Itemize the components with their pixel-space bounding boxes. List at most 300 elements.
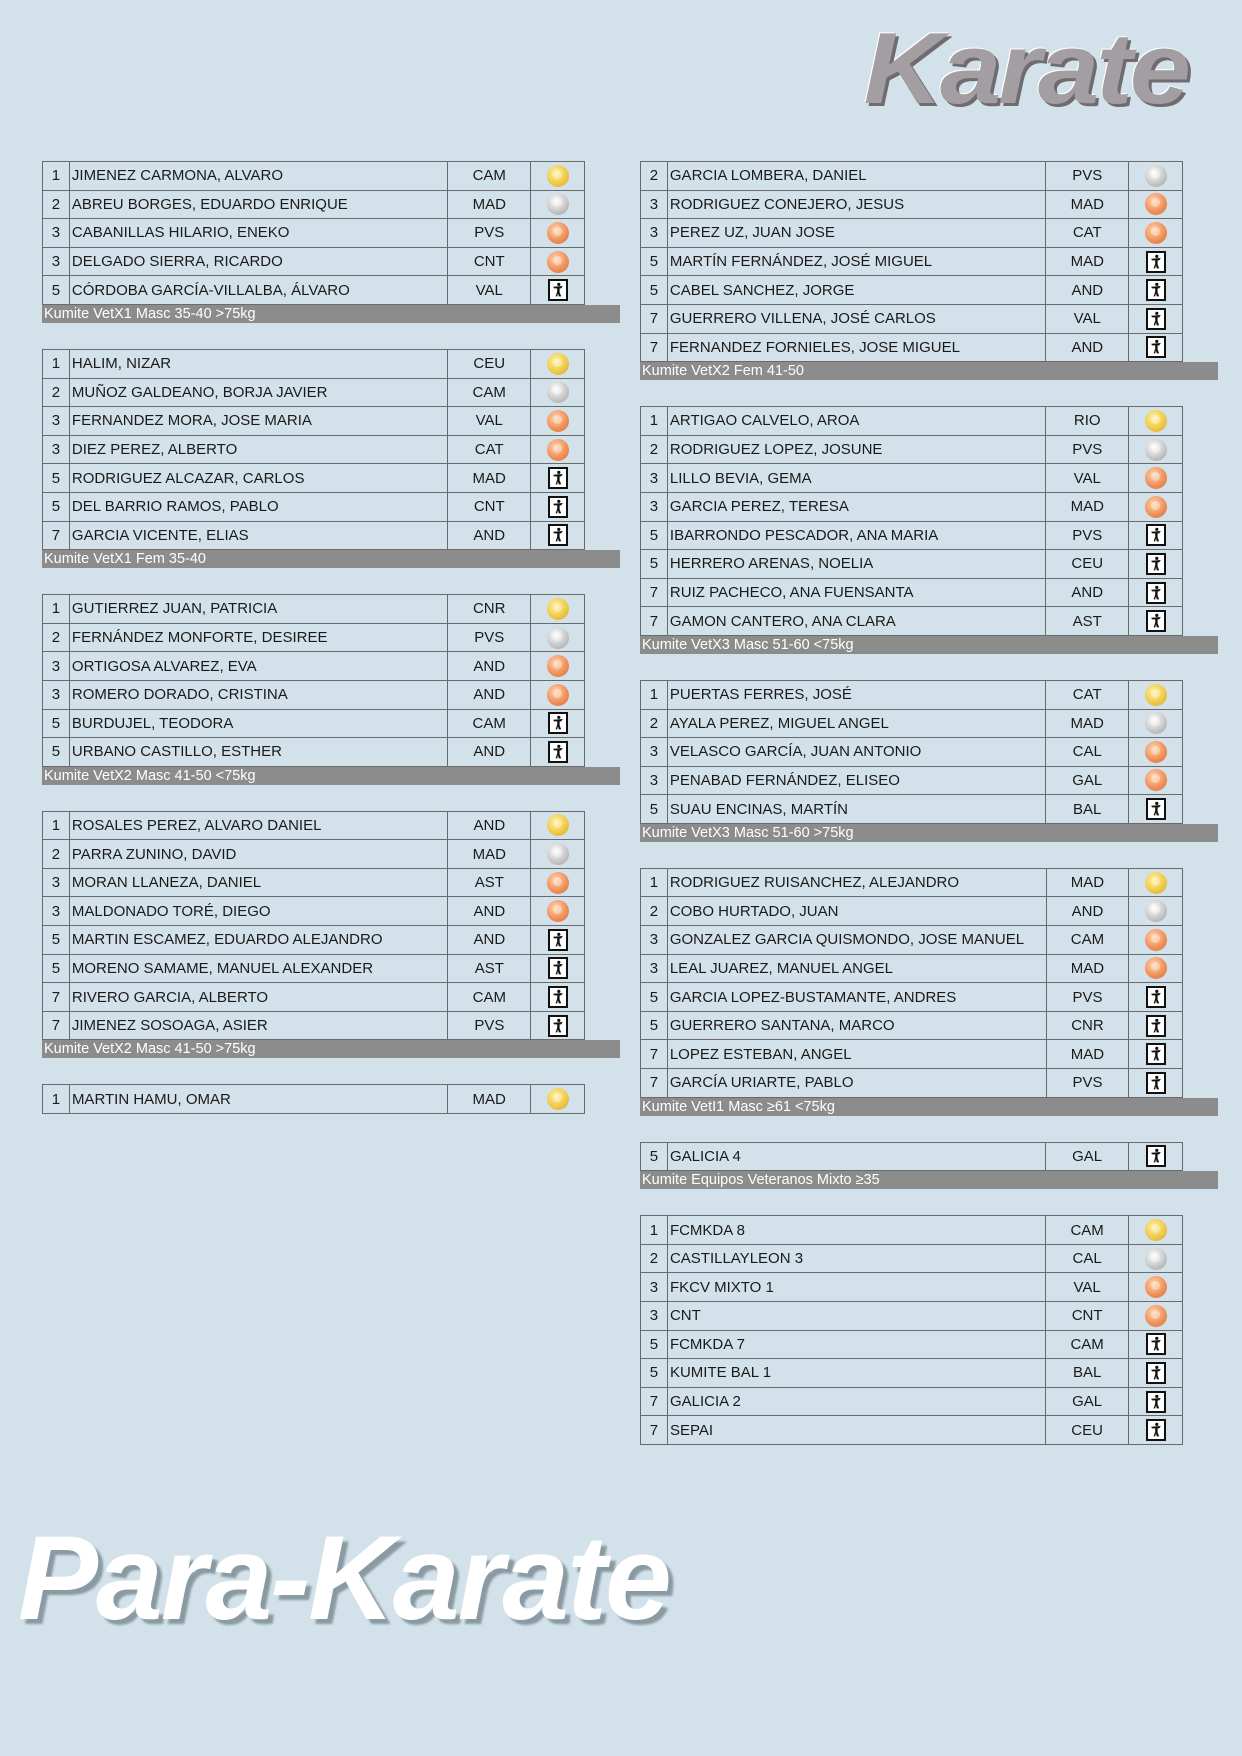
- name-cell: GALICIA 4: [667, 1142, 1045, 1171]
- name-cell: GUTIERREZ JUAN, PATRICIA: [69, 595, 447, 624]
- medal-cell: [1129, 1359, 1183, 1388]
- name-cell: FERNANDEZ MORA, JOSE MARIA: [69, 407, 447, 436]
- name-cell: MALDONADO TORÉ, DIEGO: [69, 897, 448, 926]
- name-cell: FCMKDA 8: [667, 1216, 1045, 1245]
- category-label: Kumite VetX1 Masc 35-40 >75kg: [42, 305, 620, 323]
- karate-fighter-icon: [1146, 1333, 1166, 1355]
- name-cell: RODRIGUEZ CONEJERO, JESUS: [667, 190, 1046, 219]
- place-cell: 5: [43, 926, 70, 955]
- bronze-medal-icon: [547, 655, 569, 677]
- silver-medal-icon: [547, 381, 569, 403]
- team-cell: GAL: [1046, 1142, 1129, 1171]
- name-cell: RODRIGUEZ ALCAZAR, CARLOS: [69, 464, 447, 493]
- name-cell: GARCÍA URIARTE, PABLO: [667, 1069, 1046, 1098]
- team-cell: AST: [448, 954, 531, 983]
- place-cell: 3: [43, 247, 70, 276]
- silver-medal-icon: [1145, 439, 1167, 461]
- medal-cell: [531, 897, 585, 926]
- results-table: [640, 680, 1183, 824]
- name-cell: FKCV MIXTO 1: [667, 1273, 1045, 1302]
- medal-cell: [1129, 1387, 1183, 1416]
- bronze-medal-icon: [1145, 1305, 1167, 1327]
- medal-cell: [1129, 1273, 1183, 1302]
- medal-cell: [531, 983, 585, 1012]
- place-cell: 1: [43, 349, 70, 378]
- place-cell: 5: [641, 550, 668, 579]
- table-row: [43, 623, 585, 652]
- bronze-medal-icon: [1145, 222, 1167, 244]
- name-cell: GARCIA LOPEZ-BUSTAMANTE, ANDRES: [667, 983, 1046, 1012]
- medal-cell: [531, 378, 585, 407]
- medal-cell: [1129, 492, 1183, 521]
- karate-fighter-icon: [1146, 986, 1166, 1008]
- karate-fighter-icon: [548, 741, 568, 763]
- team-cell: CAM: [448, 709, 531, 738]
- team-cell: CAT: [448, 435, 531, 464]
- medal-cell: [1129, 1142, 1183, 1171]
- table-row: [43, 926, 585, 955]
- medal-cell: [1129, 304, 1183, 333]
- table-row: [641, 954, 1183, 983]
- table-row: [641, 1216, 1183, 1245]
- medal-cell: [1129, 1011, 1183, 1040]
- place-cell: 3: [43, 680, 70, 709]
- karate-fighter-icon: [1146, 553, 1166, 575]
- table-row: [641, 276, 1183, 305]
- place-cell: 3: [641, 954, 668, 983]
- gold-medal-icon: [547, 1088, 569, 1110]
- silver-medal-icon: [1145, 1248, 1167, 1270]
- team-cell: AND: [448, 521, 531, 550]
- place-cell: 5: [641, 1011, 668, 1040]
- team-cell: CNT: [1046, 1302, 1129, 1331]
- team-cell: PVS: [448, 219, 531, 248]
- table-row: [43, 954, 585, 983]
- karate-fighter-icon: [1146, 308, 1166, 330]
- karate-fighter-icon: [1146, 1145, 1166, 1167]
- gold-medal-icon: [1145, 684, 1167, 706]
- place-cell: 1: [641, 1216, 668, 1245]
- karate-fighter-icon: [548, 279, 568, 301]
- place-cell: 3: [641, 738, 668, 767]
- medal-cell: [531, 709, 585, 738]
- place-cell: 7: [641, 304, 668, 333]
- medal-cell: [1129, 435, 1183, 464]
- name-cell: RIVERO GARCIA, ALBERTO: [69, 983, 448, 1012]
- place-cell: 2: [641, 1244, 668, 1273]
- name-cell: GUERRERO SANTANA, MARCO: [667, 1011, 1046, 1040]
- team-cell: MAD: [1046, 190, 1129, 219]
- team-cell: PVS: [1046, 983, 1129, 1012]
- silver-medal-icon: [547, 193, 569, 215]
- table-row: [641, 190, 1183, 219]
- name-cell: KUMITE BAL 1: [667, 1359, 1045, 1388]
- table-row: [641, 247, 1183, 276]
- table-row: [43, 276, 585, 305]
- name-cell: FERNANDEZ FORNIELES, JOSE MIGUEL: [667, 333, 1046, 362]
- table-row: [641, 1244, 1183, 1273]
- medal-cell: [531, 954, 585, 983]
- karate-fighter-icon: [548, 524, 568, 546]
- category-label: Kumite VetX1 Fem 35-40: [42, 550, 620, 568]
- name-cell: GUERRERO VILLENA, JOSÉ CARLOS: [667, 304, 1046, 333]
- results-table: [640, 1142, 1183, 1172]
- gold-medal-icon: [547, 165, 569, 187]
- medal-cell: [531, 349, 585, 378]
- medal-cell: [1129, 897, 1183, 926]
- name-cell: GARCIA LOMBERA, DANIEL: [667, 162, 1046, 191]
- place-cell: 2: [43, 623, 70, 652]
- table-row: [43, 349, 585, 378]
- team-cell: AND: [448, 811, 531, 840]
- name-cell: GONZALEZ GARCIA QUISMONDO, JOSE MANUEL: [667, 926, 1046, 955]
- place-cell: 1: [43, 595, 70, 624]
- table-row: [43, 897, 585, 926]
- place-cell: 7: [641, 1416, 668, 1445]
- bronze-medal-icon: [547, 439, 569, 461]
- team-cell: AND: [1046, 333, 1129, 362]
- results-table: [640, 1215, 1183, 1445]
- name-cell: FERNÁNDEZ MONFORTE, DESIREE: [69, 623, 447, 652]
- place-cell: 5: [641, 1330, 668, 1359]
- section-title-para-karate: Para-Karate: [18, 1511, 670, 1645]
- table-row: [641, 435, 1183, 464]
- medal-cell: [1129, 795, 1183, 824]
- bronze-medal-icon: [1145, 193, 1167, 215]
- name-cell: URBANO CASTILLO, ESTHER: [69, 738, 447, 767]
- bronze-medal-icon: [1145, 741, 1167, 763]
- karate-fighter-icon: [1146, 1043, 1166, 1065]
- place-cell: 1: [43, 811, 70, 840]
- name-cell: DEL BARRIO RAMOS, PABLO: [69, 492, 447, 521]
- results-table: [42, 811, 585, 1041]
- place-cell: 5: [43, 738, 70, 767]
- karate-fighter-icon: [1146, 279, 1166, 301]
- place-cell: 1: [641, 680, 668, 709]
- medal-cell: [1129, 521, 1183, 550]
- table-row: [641, 1069, 1183, 1098]
- medal-cell: [531, 595, 585, 624]
- place-cell: 5: [43, 954, 70, 983]
- medal-cell: [531, 811, 585, 840]
- table-row: [43, 521, 585, 550]
- gold-medal-icon: [1145, 872, 1167, 894]
- team-cell: AND: [1046, 578, 1129, 607]
- table-row: [641, 983, 1183, 1012]
- team-cell: AND: [448, 897, 531, 926]
- team-cell: AND: [448, 652, 531, 681]
- medal-cell: [531, 190, 585, 219]
- table-row: [641, 1011, 1183, 1040]
- medal-cell: [531, 521, 585, 550]
- place-cell: 3: [43, 435, 70, 464]
- table-row: [641, 1142, 1183, 1171]
- medal-cell: [1129, 868, 1183, 897]
- table-row: [641, 868, 1183, 897]
- team-cell: PVS: [448, 1011, 531, 1040]
- team-cell: VAL: [448, 276, 531, 305]
- karate-fighter-icon: [548, 496, 568, 518]
- name-cell: VELASCO GARCÍA, JUAN ANTONIO: [667, 738, 1045, 767]
- table-row: [641, 680, 1183, 709]
- category-label: Kumite VetX2 Masc 41-50 <75kg: [42, 767, 620, 785]
- place-cell: 3: [43, 868, 70, 897]
- team-cell: CEU: [448, 349, 531, 378]
- results-table: [42, 349, 585, 550]
- table-row: [43, 407, 585, 436]
- category-label: Kumite VetX2 Fem 41-50: [640, 362, 1218, 380]
- karate-fighter-icon: [1146, 582, 1166, 604]
- medal-cell: [531, 868, 585, 897]
- place-cell: 3: [43, 652, 70, 681]
- place-cell: 3: [641, 464, 668, 493]
- name-cell: HERRERO ARENAS, NOELIA: [667, 550, 1045, 579]
- team-cell: MAD: [1046, 1040, 1129, 1069]
- medal-cell: [1129, 1330, 1183, 1359]
- table-row: [641, 1387, 1183, 1416]
- medal-cell: [531, 247, 585, 276]
- table-row: [641, 738, 1183, 767]
- name-cell: BURDUJEL, TEODORA: [69, 709, 447, 738]
- team-cell: PVS: [448, 623, 531, 652]
- medal-cell: [1129, 1244, 1183, 1273]
- team-cell: CAT: [1046, 219, 1129, 248]
- team-cell: MAD: [1046, 868, 1129, 897]
- place-cell: 1: [43, 162, 70, 191]
- karate-fighter-icon: [1146, 1015, 1166, 1037]
- place-cell: 7: [641, 607, 668, 636]
- team-cell: CNR: [1046, 1011, 1129, 1040]
- medal-cell: [1129, 333, 1183, 362]
- category-label: Kumite VetI1 Masc ≥61 <75kg: [640, 1098, 1218, 1116]
- category-label: Kumite VetX3 Masc 51-60 <75kg: [640, 636, 1218, 654]
- medal-cell: [531, 219, 585, 248]
- place-cell: 3: [641, 190, 668, 219]
- bronze-medal-icon: [1145, 1276, 1167, 1298]
- karate-fighter-icon: [1146, 1391, 1166, 1413]
- name-cell: ROSALES PEREZ, ALVARO DANIEL: [69, 811, 448, 840]
- place-cell: 3: [641, 1302, 668, 1331]
- place-cell: 3: [641, 219, 668, 248]
- team-cell: CAM: [448, 378, 531, 407]
- name-cell: CNT: [667, 1302, 1045, 1331]
- team-cell: RIO: [1046, 407, 1129, 436]
- team-cell: CNR: [448, 595, 531, 624]
- place-cell: 7: [641, 333, 668, 362]
- team-cell: MAD: [1046, 954, 1129, 983]
- team-cell: CNT: [448, 492, 531, 521]
- team-cell: CAL: [1046, 738, 1129, 767]
- medal-cell: [531, 680, 585, 709]
- table-row: [641, 333, 1183, 362]
- silver-medal-icon: [1145, 165, 1167, 187]
- team-cell: VAL: [1046, 1273, 1129, 1302]
- team-cell: AST: [448, 868, 531, 897]
- name-cell: DIEZ PEREZ, ALBERTO: [69, 435, 447, 464]
- table-row: [43, 219, 585, 248]
- bronze-medal-icon: [547, 410, 569, 432]
- silver-medal-icon: [1145, 900, 1167, 922]
- medal-cell: [1129, 738, 1183, 767]
- place-cell: 5: [641, 521, 668, 550]
- medal-cell: [531, 464, 585, 493]
- table-row: [43, 709, 585, 738]
- name-cell: JIMENEZ SOSOAGA, ASIER: [69, 1011, 448, 1040]
- results-table: [42, 594, 585, 767]
- team-cell: AND: [1046, 897, 1129, 926]
- karate-fighter-icon: [1146, 1362, 1166, 1384]
- team-cell: MAD: [1046, 709, 1129, 738]
- results-table: [42, 161, 585, 305]
- medal-cell: [1129, 709, 1183, 738]
- team-cell: CAM: [1046, 926, 1129, 955]
- name-cell: LILLO BEVIA, GEMA: [667, 464, 1045, 493]
- place-cell: 7: [43, 983, 70, 1012]
- medal-cell: [1129, 407, 1183, 436]
- team-cell: MAD: [448, 840, 531, 869]
- name-cell: ARTIGAO CALVELO, AROA: [667, 407, 1045, 436]
- place-cell: 5: [43, 709, 70, 738]
- table-row: [43, 680, 585, 709]
- karate-fighter-icon: [1146, 524, 1166, 546]
- name-cell: MORENO SAMAME, MANUEL ALEXANDER: [69, 954, 448, 983]
- team-cell: PVS: [1046, 162, 1129, 191]
- karate-fighter-icon: [1146, 336, 1166, 358]
- results-table: [640, 161, 1183, 362]
- bronze-medal-icon: [1145, 496, 1167, 518]
- team-cell: PVS: [1046, 435, 1129, 464]
- place-cell: 5: [641, 247, 668, 276]
- name-cell: DELGADO SIERRA, RICARDO: [69, 247, 447, 276]
- medal-cell: [1129, 766, 1183, 795]
- name-cell: CASTILLAYLEON 3: [667, 1244, 1045, 1273]
- medal-cell: [1129, 162, 1183, 191]
- table-row: [641, 550, 1183, 579]
- category-label: Kumite VetX2 Masc 41-50 >75kg: [42, 1040, 620, 1058]
- place-cell: 7: [641, 578, 668, 607]
- karate-fighter-icon: [1146, 798, 1166, 820]
- table-row: [641, 162, 1183, 191]
- table-row: [43, 840, 585, 869]
- team-cell: CAM: [1046, 1216, 1129, 1245]
- bronze-medal-icon: [1145, 929, 1167, 951]
- name-cell: CABEL SANCHEZ, JORGE: [667, 276, 1046, 305]
- team-cell: CEU: [1046, 550, 1129, 579]
- place-cell: 3: [641, 1273, 668, 1302]
- place-cell: 5: [641, 1359, 668, 1388]
- table-row: [43, 247, 585, 276]
- karate-fighter-icon: [548, 712, 568, 734]
- team-cell: MAD: [448, 1085, 531, 1114]
- name-cell: LEAL JUAREZ, MANUEL ANGEL: [667, 954, 1046, 983]
- team-cell: AST: [1046, 607, 1129, 636]
- table-row: [641, 926, 1183, 955]
- medal-cell: [1129, 219, 1183, 248]
- place-cell: 3: [43, 897, 70, 926]
- category-label: Kumite VetX3 Masc 51-60 >75kg: [640, 824, 1218, 842]
- table-row: [641, 464, 1183, 493]
- name-cell: GALICIA 2: [667, 1387, 1045, 1416]
- table-row: [43, 464, 585, 493]
- medal-cell: [1129, 926, 1183, 955]
- medal-cell: [1129, 190, 1183, 219]
- team-cell: PVS: [1046, 521, 1129, 550]
- medal-cell: [531, 407, 585, 436]
- gold-medal-icon: [1145, 1219, 1167, 1241]
- place-cell: 5: [43, 464, 70, 493]
- name-cell: COBO HURTADO, JUAN: [667, 897, 1046, 926]
- medal-cell: [531, 652, 585, 681]
- table-row: [43, 652, 585, 681]
- name-cell: MUÑOZ GALDEANO, BORJA JAVIER: [69, 378, 447, 407]
- medal-cell: [531, 1011, 585, 1040]
- team-cell: CEU: [1046, 1416, 1129, 1445]
- bronze-medal-icon: [1145, 957, 1167, 979]
- place-cell: 3: [641, 766, 668, 795]
- team-cell: CAM: [448, 983, 531, 1012]
- medal-cell: [1129, 247, 1183, 276]
- medal-cell: [1129, 607, 1183, 636]
- name-cell: RODRIGUEZ LOPEZ, JOSUNE: [667, 435, 1045, 464]
- medal-cell: [531, 738, 585, 767]
- name-cell: ABREU BORGES, EDUARDO ENRIQUE: [69, 190, 447, 219]
- table-row: [641, 897, 1183, 926]
- karate-fighter-icon: [1146, 1419, 1166, 1441]
- name-cell: ROMERO DORADO, CRISTINA: [69, 680, 447, 709]
- name-cell: PUERTAS FERRES, JOSÉ: [667, 680, 1045, 709]
- place-cell: 2: [641, 897, 668, 926]
- page-title: Karate: [863, 11, 1188, 126]
- team-cell: AND: [448, 680, 531, 709]
- place-cell: 5: [43, 276, 70, 305]
- bronze-medal-icon: [547, 684, 569, 706]
- table-row: [641, 1330, 1183, 1359]
- name-cell: PEREZ UZ, JUAN JOSE: [667, 219, 1046, 248]
- table-row: [641, 1273, 1183, 1302]
- place-cell: 7: [641, 1069, 668, 1098]
- team-cell: AND: [1046, 276, 1129, 305]
- place-cell: 1: [43, 1085, 70, 1114]
- silver-medal-icon: [1145, 712, 1167, 734]
- team-cell: CAM: [448, 162, 531, 191]
- medal-cell: [1129, 680, 1183, 709]
- medal-cell: [531, 623, 585, 652]
- team-cell: MAD: [448, 190, 531, 219]
- gold-medal-icon: [547, 353, 569, 375]
- place-cell: 5: [43, 492, 70, 521]
- name-cell: FCMKDA 7: [667, 1330, 1045, 1359]
- place-cell: 5: [641, 276, 668, 305]
- name-cell: MARTIN ESCAMEZ, EDUARDO ALEJANDRO: [69, 926, 448, 955]
- medal-cell: [1129, 1069, 1183, 1098]
- karate-fighter-icon: [1146, 1072, 1166, 1094]
- name-cell: AYALA PEREZ, MIGUEL ANGEL: [667, 709, 1045, 738]
- name-cell: JIMENEZ CARMONA, ALVARO: [69, 162, 447, 191]
- category-label: Kumite Equipos Veteranos Mixto ≥35: [640, 1171, 1218, 1189]
- table-row: [43, 378, 585, 407]
- medal-cell: [1129, 550, 1183, 579]
- name-cell: RUIZ PACHECO, ANA FUENSANTA: [667, 578, 1045, 607]
- table-row: [43, 1011, 585, 1040]
- right-results-column: [640, 161, 1218, 1445]
- name-cell: IBARRONDO PESCADOR, ANA MARIA: [667, 521, 1045, 550]
- gold-medal-icon: [1145, 410, 1167, 432]
- medal-cell: [1129, 954, 1183, 983]
- place-cell: 5: [641, 795, 668, 824]
- place-cell: 3: [43, 219, 70, 248]
- place-cell: 2: [641, 435, 668, 464]
- place-cell: 7: [43, 521, 70, 550]
